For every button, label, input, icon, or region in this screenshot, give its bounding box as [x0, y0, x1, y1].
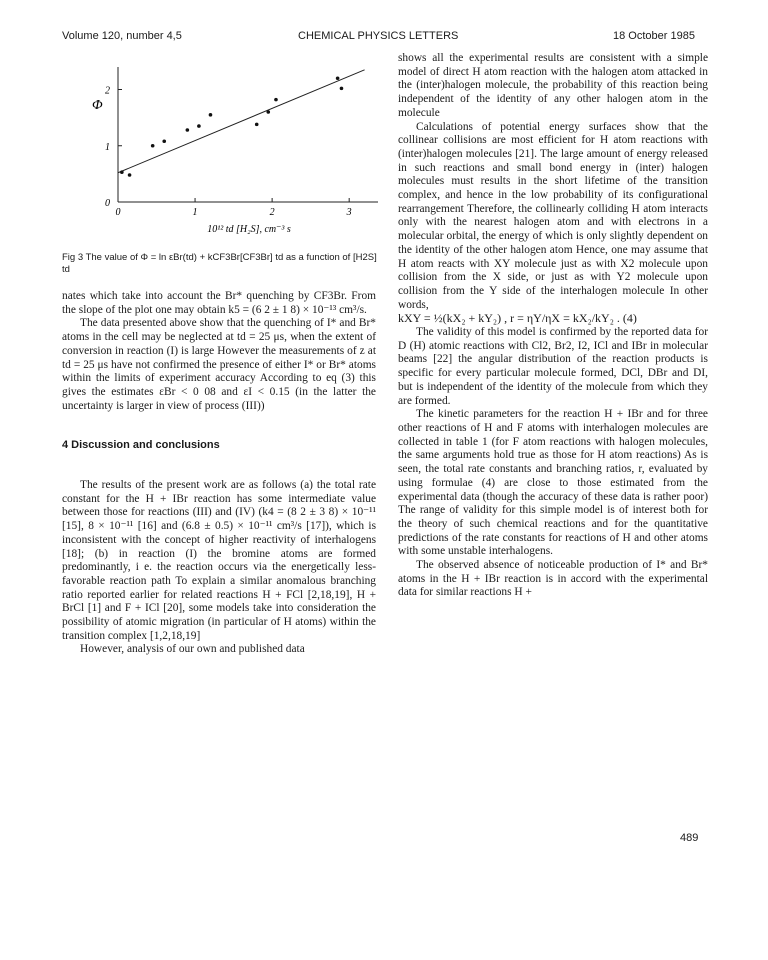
data-point [120, 170, 124, 174]
section-heading: 4 Discussion and conclusions [62, 439, 220, 452]
right-paragraph-2: Calculations of potential energy surfaces show that the collinear collisions are most efficient for H atom reactions with (inter)halogen molecules [21]. The large amount of energy released in such reactions and small bond energy in (inter) halogen molecules must results in the short lifetime of the transition complex, and hence in the low probability of its configurational rearrangement Therefore, the collinearly colliding H atom interacts only with the nearest halogen atom and with electrons in a molecular orbital, the energy of which is only slightly dependent on the identity of the other halogen atom Hence, one may assume that H atom reacts with XY molecule just as with X2 molecule upon collision from the X side, or just as with Y2 molecule upon collision from the Y side of the interhalogen molecule In other words, [398, 120, 708, 311]
x-axis-label: 10¹² td [H₂S], cm⁻³ s [207, 224, 291, 235]
right-paragraph-1: shows all the experimental results are consistent with a simple model of direct H atom reaction with the halogen atom attacked in the (inter)halogen molecule, the probability of this reaction being independent of the identity of any other halogen atom in the molecule [398, 52, 708, 119]
left-paragraph-1: nates which take into account the Br* quenching by CF3Br. From the slope of the plot one may obtain k5 = (6 2 ± 1 8) × 10⁻¹³ cm³/s. [62, 290, 376, 316]
right-paragraph-5: The observed absence of noticeable production of I* and Br* atoms in the H + IBr reaction is in accord with the experimental data for similar reactions H + [398, 559, 708, 599]
y-axis-label: Φ [92, 98, 103, 114]
data-point [266, 110, 270, 114]
data-point [128, 173, 132, 177]
data-point [162, 139, 166, 143]
header-journal: CHEMICAL PHYSICS LETTERS [298, 30, 459, 42]
x-tick-label: 2 [269, 207, 275, 218]
equation-4: kXY = ½(kX₂ + kY₂) , r = ηY/ηX = kX₂/kY₂ . (4) [398, 311, 637, 326]
data-point [336, 76, 340, 80]
header-volume: Volume 120, number 4,5 [62, 30, 182, 42]
y-tick-label: 1 [105, 141, 110, 153]
x-tick-label: 1 [192, 207, 198, 218]
data-point [274, 98, 278, 102]
figure-caption: Fig 3 The value of Φ = ln εBr(td) + kCF3Br[CF3Br] td as a function of [H2S] td [62, 252, 377, 275]
left-paragraph-3: The results of the present work are as follows (a) the total rate constant for the H + IBr reaction has some intermediate value between those for reactions (III) and (IV) (k4 = (8 2 ± 3 8) × 10⁻¹¹ [15], 8 × 10⁻¹¹ [16] and (6.8 ± 0.5) × 10⁻¹¹ cm³/s [17]), which is inconsistent with the concept of higher reactivity of interhalogens [18]; (b) in reaction (I) the bromine atoms are formed predominantly, i e. the reaction occurs via the energetically less-favorable reaction path To explain a similar anomalous branching ratio reported earlier for related reactions H + FCl [2,18,19], H + BrCl [1] and F + ICl [20], some models take into consideration the possibility of atomic migration (in particular of H atoms) within the transition complex [1,2,18,19] [62, 479, 376, 642]
figure-3-chart [48, 52, 378, 252]
x-tick-label: 3 [346, 207, 352, 218]
data-point [186, 128, 190, 132]
data-point [340, 87, 344, 91]
right-column [398, 52, 708, 600]
right-paragraph-4: The kinetic parameters for the reaction H + IBr and for three other reactions of H and F atoms with interhalogen molecules are collected in table 1 (for F atom reactions with halogen molecules, the same arguments hold true as those for H atom reactions) As is seen, the total rate constants and branching ratios, r, evaluated by using formulae (4) are close to those estimated from the experimental data (though the accuracy of these data is rather poor) The range of validity for this simple model is of interest both for the theory of such chemical reactions and for the quantitative predictions of the rate constants for reactions of H and other atoms with some unstable interhalogens. [398, 408, 708, 558]
data-point [197, 124, 201, 128]
header-date: 18 October 1985 [613, 30, 695, 42]
y-tick-label: 2 [105, 85, 110, 97]
left-column [62, 290, 376, 657]
left-paragraph-2: The data presented above show that the quenching of I* and Br* atoms in the cell may be neglected at td = 25 μs, when the extent of conversion in reaction (I) is large However the measurements of z at td = 25 μs have not confirmed the presence of either I* or Br* atoms within the limits of experiment accuracy According to eq (3) this gives the estimates εBr < 0 08 and εI < 0.15 (in the latter the uncertainty is larger in view of process (III)) [62, 317, 376, 412]
data-point [151, 144, 155, 148]
fit-line [118, 70, 365, 173]
page-number: 489 [680, 832, 699, 844]
right-paragraph-3: The validity of this model is confirmed by the reported data for D (H) atomic reactions with Cl2, Br2, I2, ICl and IBr in molecular beams [22] the angular distribution of the reaction products is specific for every particular molecule formed, DCl, DBr and DI, but is independent of the identity of the molecule from which they are formed. [398, 326, 708, 407]
data-point [255, 123, 259, 127]
x-tick-label: 0 [115, 207, 121, 218]
y-tick-label: 0 [105, 198, 110, 209]
data-point [209, 113, 213, 117]
left-paragraph-4: However, analysis of our own and published data [80, 643, 305, 656]
